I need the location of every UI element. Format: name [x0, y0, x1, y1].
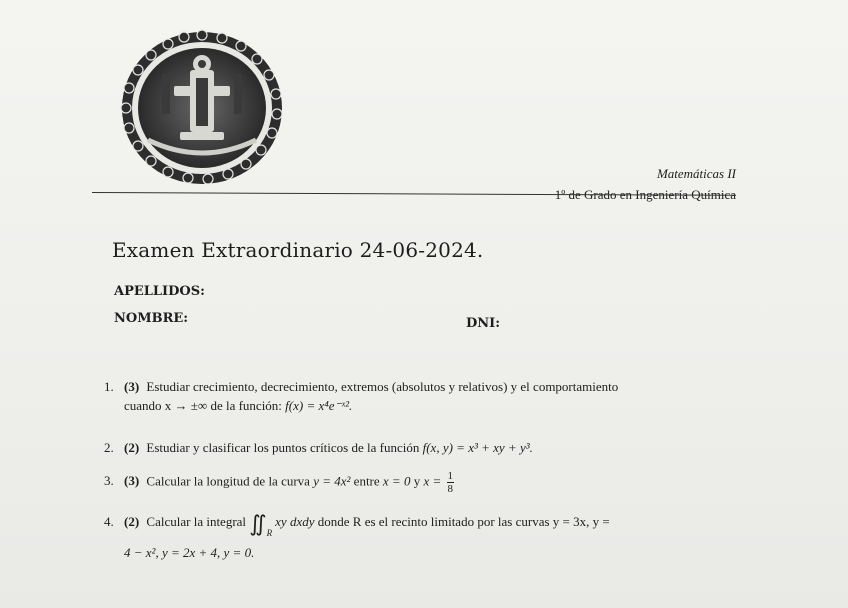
fraction-denominator: 8 — [447, 483, 453, 495]
question-points: (3) — [124, 379, 140, 394]
integral-region: R — [266, 528, 273, 538]
question-points: (3) — [124, 473, 140, 489]
upper-limit-fraction — [447, 470, 455, 495]
course-header — [555, 163, 736, 205]
exam-title: Examen Extraordinario 24-06-2024. — [112, 238, 484, 262]
question-text-after: donde R es el recinto limitado por las curvas y = 3x, y = — [317, 514, 610, 529]
question-number: 3. — [104, 473, 114, 489]
curve-formula: y = 4x² — [313, 473, 351, 489]
question-text-and: y — [413, 473, 421, 489]
question-number: 2. — [104, 440, 114, 455]
question-text: Estudiar y clasificar los puntos críticos de la función — [146, 440, 420, 455]
question-text-cont: cuando x → ±∞ de la función: — [124, 398, 282, 413]
question-4 — [104, 512, 744, 562]
question-text: Calcular la longitud de la curva — [146, 473, 310, 489]
upper-limit: x = — [423, 473, 442, 489]
question-1 — [104, 377, 744, 415]
question-formula: f(x) = x⁴e⁻ˣ². — [285, 398, 353, 413]
question-text: Calcular la integral — [146, 514, 247, 529]
dni-label: DNI: — [466, 316, 501, 331]
university-seal-logo — [118, 28, 286, 188]
question-points: (2) — [124, 514, 140, 529]
nombre-label: NOMBRE: — [114, 311, 189, 326]
question-text: Estudiar crecimiento, decrecimiento, extremos (absolutos y relativos) y el comportamiento — [146, 379, 619, 394]
integrand: xy dxdy — [275, 514, 315, 529]
question-points: (2) — [124, 440, 140, 455]
lower-limit: x = 0 — [382, 473, 411, 489]
apellidos-label: APELLIDOS: — [114, 284, 205, 299]
course-name: 1º de Grado en Ingeniería Química — [554, 187, 736, 202]
question-number: 4. — [104, 514, 114, 529]
question-3 — [104, 470, 744, 495]
question-text-cont: 4 − x², y = 2x + 4, y = 0. — [124, 545, 255, 560]
question-2 — [104, 438, 744, 457]
question-text-between: entre — [353, 473, 380, 489]
double-integral-sign: ∬ — [249, 510, 260, 536]
question-number: 1. — [104, 379, 114, 394]
subject-name: Matemáticas II — [656, 166, 736, 181]
fraction-numerator: 1 — [447, 470, 453, 482]
question-formula: f(x, y) = x³ + xy + y³. — [422, 440, 533, 455]
